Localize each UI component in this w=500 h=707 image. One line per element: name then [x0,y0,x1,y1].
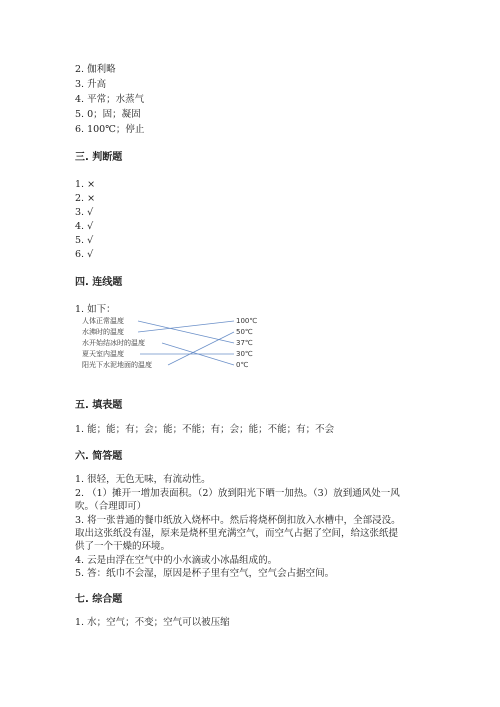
right-item: 30℃ [236,350,253,358]
section-heading-judgment: 三. 判断题 [75,152,123,163]
connector-line [138,321,234,343]
connector-lines [138,321,234,365]
answer-line: 4. 平常；水蒸气 [75,94,145,105]
answer-line: 1. × [75,179,96,190]
answer-line: 5. √ [75,235,94,246]
answer-line: 1. 很轻，无色无味，有流动性。 [75,474,211,485]
answer-line: 3. 升高 [75,79,107,90]
right-item: 37℃ [236,339,253,347]
answer-line: 6. √ [75,249,94,260]
left-item: 人体正常温度 [82,317,124,325]
right-items [236,317,257,369]
answer-line: 1. 能；能；有；会；能；不能；有；会；能；不能；有；不会 [75,424,335,435]
left-item: 水沸时的温度 [82,328,124,336]
section-heading-comprehensive: 七. 综合题 [75,594,123,605]
right-item: 100℃ [236,317,258,325]
answer-line: 3. √ [75,207,94,218]
right-item: 0℃ [236,361,249,369]
section-heading-short-answer: 六. 简答题 [75,451,123,462]
answer-line: 供了一个干燥的环境。 [75,541,171,552]
answer-line: 4. √ [75,221,94,232]
answer-line: 2. 伽利略 [75,64,116,75]
matching-intro: 1. 如下： [75,304,116,315]
right-item: 50℃ [236,328,253,336]
answer-line: 2. × [75,193,96,204]
left-item: 水开始结冰时的温度 [82,339,145,347]
left-item: 夏天室内温度 [82,350,124,358]
answer-line: 3. 将一张普通的餐巾纸放入烧杯中。然后将烧杯倒扣放入水槽中，全部浸没。 [75,515,401,526]
answer-line: 取出这张纸没有湿，原来是烧杯里充满空气，而空气占据了空间，给这张纸提 [75,528,399,539]
answer-line: 5. 答：纸巾不会湿，原因是杯子里有空气，空气会占据空间。 [75,568,335,579]
answer-line: 5. 0；固；凝固 [75,109,141,120]
connector-line [138,321,234,332]
left-items [82,316,152,369]
section-heading-fill-table: 五. 填表题 [75,400,123,411]
section-heading-matching: 四. 连线题 [75,277,123,288]
connector-line [168,332,234,365]
left-item: 阳光下水泥地面的温度 [82,361,152,369]
answer-line: 1. 水；空气；不变；空气可以被压缩 [75,617,230,628]
answer-line: 6. 100℃；停止 [75,124,145,135]
answer-line: 4. 云是由浮在空气中的小水滴或小冰晶组成的。 [75,555,278,566]
answer-line: 吹。（合理即可） [75,501,147,512]
matching-diagram [78,312,278,374]
answer-line: 2. （1）摊开一增加表面积。（2）放到阳光下晒一加热。（3）放到通风处一风 [75,488,400,499]
